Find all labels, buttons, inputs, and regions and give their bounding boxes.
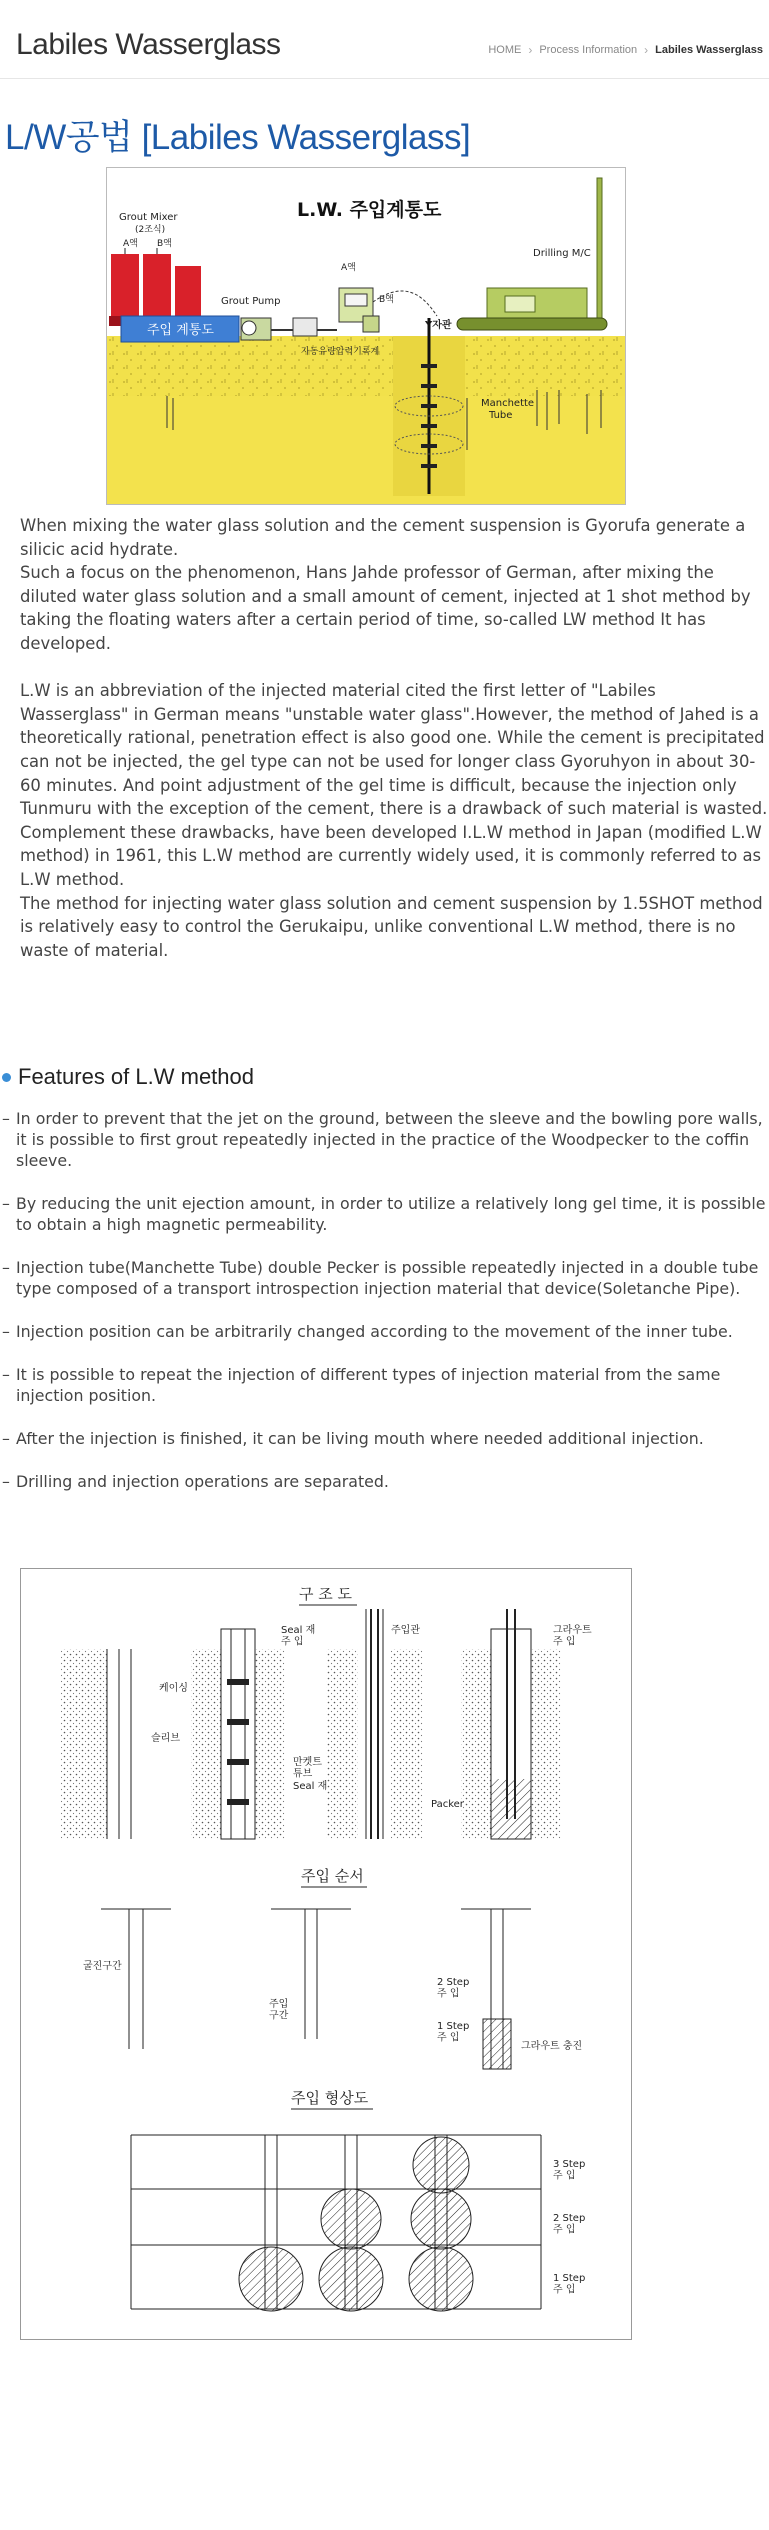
page-header — [0, 0, 769, 79]
injection-system-diagram — [106, 167, 626, 505]
section-shape-title: 주입 형상도 — [291, 2089, 369, 2107]
chevron-right-icon: › — [644, 43, 649, 57]
breadcrumb-section-link[interactable]: Process Information — [539, 44, 638, 56]
chevron-right-icon: › — [528, 43, 533, 57]
breadcrumb — [488, 43, 763, 57]
list-item — [2, 1471, 767, 1492]
manchette-tube-label: 만켓트 튜브 — [293, 1757, 322, 1780]
list-item-text: After the injection is finished, it can be living mouth where needed additional injection. — [16, 1429, 704, 1448]
inject-pipe-label: 주입관 — [391, 1625, 420, 1636]
mixer-count-label: (2조식) — [135, 225, 166, 235]
list-item-text: Drilling and injection operations are separated. — [16, 1472, 389, 1491]
list-item-text: By reducing the unit ejection amount, in order to utilize a relatively long gel time, it is possible to obtain a high magnetic permeability. — [16, 1194, 766, 1234]
list-item-text: It is possible to repeat the injection of different types of injection material from the same injection position. — [16, 1365, 721, 1405]
step2-shape-label: 2 Step 주 입 — [553, 2213, 586, 2236]
drill-section-label: 굴진구간 — [83, 1961, 122, 1972]
pump-b-label: B액 — [379, 295, 394, 305]
paragraph: Complement these drawbacks, have been developed I.L.W method in Japan (modified L.W method) in 1961, this L.W method are currently widely used, it is commonly referred to as L.W method. — [20, 822, 762, 889]
diagram-title: L.W. 주입계통도 — [297, 199, 442, 221]
features-list — [2, 1108, 767, 1492]
paragraph: Such a focus on the phenomenon, Hans Jahde professor of German, after mixing the diluted water glass solution and a small amount of cement, injected at 1 shot method by taking the floating waters after a certain period of time, so-called LW method It has developed. — [20, 563, 751, 653]
paragraph: L.W is an abbreviation of the injected material cited the first letter of "Labiles Wasserglass" in German means "unstable water glass".However, the method of Jahed is a theoretically rational, penetration effect is also good one. While the cement is precipitated can not be injected, the gel type can not be used for longer class Gyoruhyon in about 30-60 minutes. And point adjustment of the gel time is difficult, because the injection only Tunmuru with the exception of the cement, there is a drawback of such material is wasted. — [20, 681, 768, 819]
breadcrumb-home-link[interactable]: HOME — [488, 44, 522, 56]
breadcrumb-current: Labiles Wasserglass — [655, 44, 763, 56]
dash-icon: – — [2, 1109, 10, 1128]
page-title: L/W공법 [Labiles Wasserglass] — [5, 118, 471, 157]
step2-label: 2 Step 주 입 — [437, 1977, 470, 2000]
dash-icon: – — [2, 1472, 10, 1491]
grout-mixer-label: Grout Mixer — [119, 212, 178, 223]
casing-label: 케이싱 — [159, 1683, 188, 1694]
system-box-label: 주입 계통도 — [147, 323, 214, 338]
features-heading-text: Features of L.W method — [18, 1064, 254, 1089]
pump-a-label: A액 — [341, 263, 356, 273]
step1-shape-label: 1 Step 주 입 — [553, 2273, 586, 2296]
mixer-b-label: B액 — [157, 239, 172, 249]
description-text — [20, 514, 768, 962]
list-item — [2, 1321, 767, 1342]
features-heading — [2, 1064, 254, 1090]
list-item — [2, 1257, 767, 1299]
site-title: Labiles Wasserglass — [16, 28, 281, 61]
injection-system-svg — [107, 168, 625, 504]
seal-material-label: Seal 재 — [293, 1781, 328, 1792]
grout-inject-label: 그라우트 주 입 — [553, 1625, 592, 1648]
grout-fill-label: 그라우트 충진 — [521, 2041, 583, 2052]
grout-pump-label: Grout Pump — [221, 296, 281, 307]
drilling-label: Drilling M/C — [533, 248, 591, 259]
bore-hole — [393, 318, 465, 496]
dash-icon: – — [2, 1194, 10, 1213]
list-item — [2, 1364, 767, 1406]
seal-inject-label: Seal 재 주 입 — [281, 1625, 316, 1648]
mixer-a-label: A액 — [123, 239, 138, 249]
dash-icon: – — [2, 1322, 10, 1341]
structure-diagram — [20, 1568, 632, 2340]
auto-recorder-label: 자동유량압력기록계 — [301, 347, 380, 357]
packer-label: Packer — [431, 1799, 464, 1810]
inject-section-label: 주입 구간 — [269, 1999, 289, 2022]
bullet-dot-icon — [2, 1073, 11, 1082]
paragraph: When mixing the water glass solution and the cement suspension is Gyorufa generate a silicic acid hydrate. — [20, 516, 746, 559]
list-item — [2, 1108, 767, 1171]
manchette-label: Manchette — [481, 398, 535, 409]
list-item — [2, 1428, 767, 1449]
section-sequence-title: 주입 순서 — [301, 1867, 364, 1885]
list-item — [2, 1193, 767, 1235]
dash-icon: – — [2, 1365, 10, 1384]
paragraph-spacer — [20, 656, 768, 680]
list-item-text: Injection tube(Manchette Tube) double Pecker is possible repeatedly injected in a double tube type composed of a transport introspection injection material that device(Soletanche Pipe). — [16, 1258, 759, 1298]
tube-label: Tube — [489, 410, 513, 421]
list-item-text: In order to prevent that the jet on the ground, between the sleeve and the bowling pore walls, it is possible to first grout repeatedly injected in the practice of the Woodpecker to the coffin sleeve. — [16, 1109, 763, 1170]
sleeve-label: 슬리브 — [151, 1733, 180, 1744]
structure-diagram-svg — [21, 1569, 631, 2339]
paragraph: The method for injecting water glass solution and cement suspension by 1.5SHOT method is relatively easy to control the Gerukaipu, unlike conventional L.W method, there is no waste of material. — [20, 893, 763, 960]
dash-icon: – — [2, 1258, 10, 1277]
section-structure-title: 구 조 도 — [299, 1585, 353, 1603]
y-pipe-label: Y자관 — [425, 320, 452, 331]
step1-label: 1 Step 주 입 — [437, 2021, 470, 2044]
list-item-text: Injection position can be arbitrarily changed according to the movement of the inner tube. — [16, 1322, 733, 1341]
step3-shape-label: 3 Step 주 입 — [553, 2159, 586, 2182]
dash-icon: – — [2, 1429, 10, 1448]
